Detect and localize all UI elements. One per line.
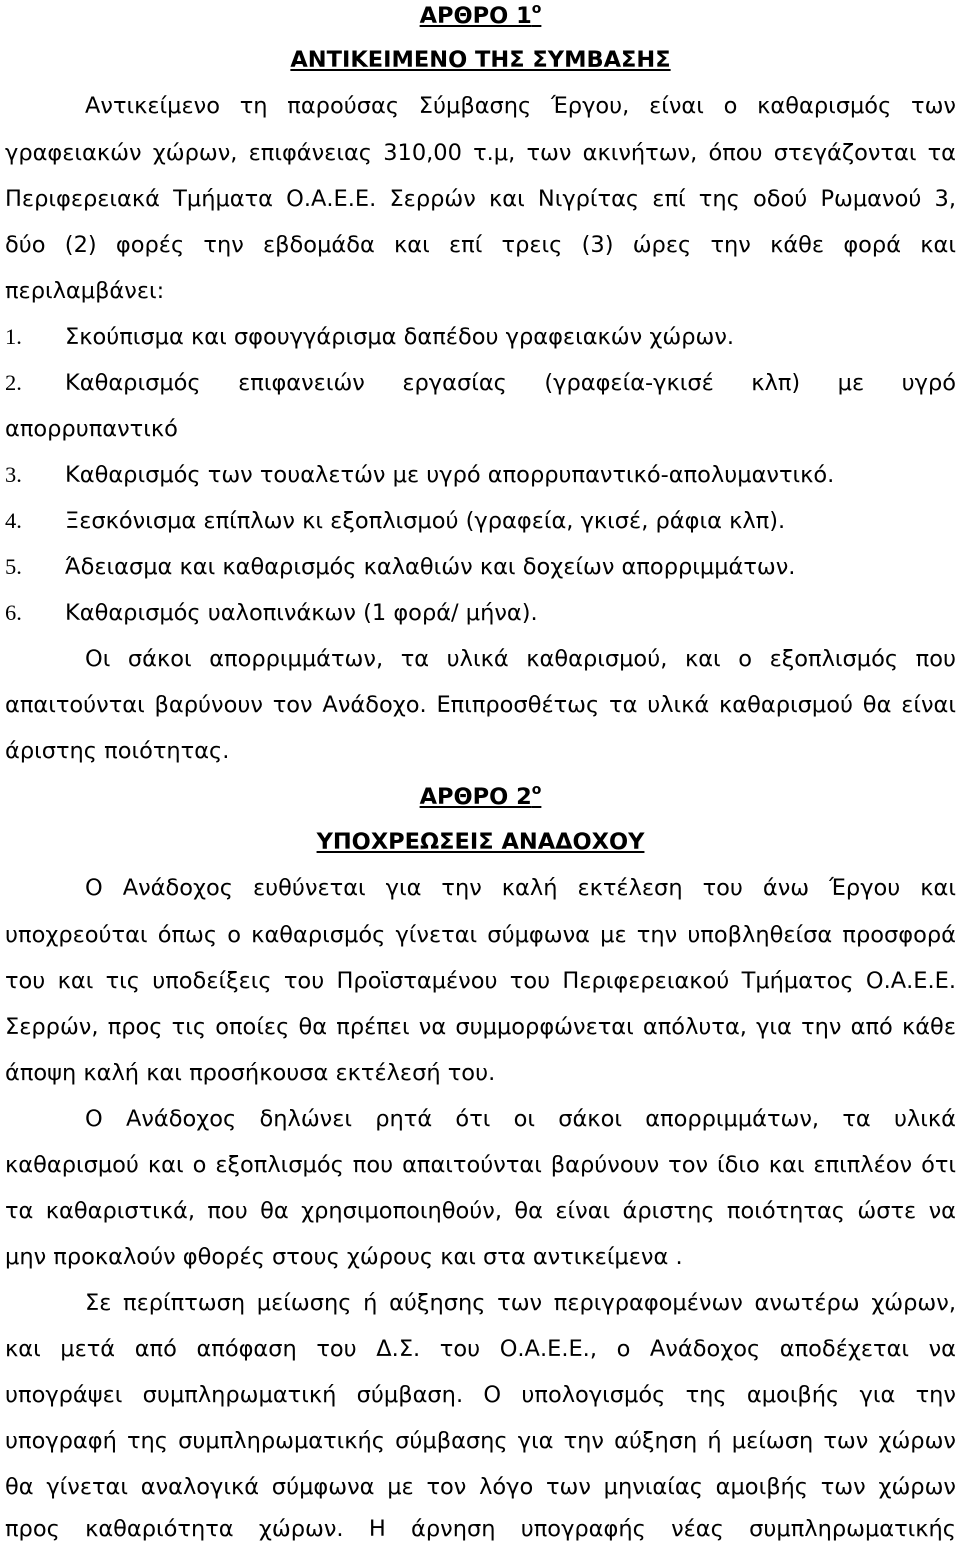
- article1-intro-line: δύο (2) φορές την εβδομάδα και επί τρεις (3) ώρες την κάθε φορά και: [5, 232, 956, 258]
- list-item-number: 4.: [5, 508, 22, 533]
- article2-paragraph1-line: Ο Ανάδοχος ευθύνεται για την καλή εκτέλεση του άνω Έργου και: [85, 875, 956, 901]
- list-item: [5, 460, 956, 490]
- article2-paragraph1-line: του και τις υποδείξεις του Προϊσταμένου του Περιφερειακού Τμήματος Ο.Α.Ε.Ε.: [5, 968, 956, 994]
- article1-title-sup: ο: [531, 1, 542, 18]
- list-item-text: Καθαρισμός υαλοπινάκων (1 φορά/ μήνα).: [65, 600, 538, 626]
- article2-paragraph2-line: Ο Ανάδοχος δηλώνει ρητά ότι οι σάκοι απορριμμάτων, τα υλικά: [85, 1106, 956, 1132]
- article1-closing-line: άριστης ποιότητας.: [5, 738, 230, 764]
- article1-subtitle: ΑΝΤΙΚΕΙΜΕΝΟ ΤΗΣ ΣΥΜΒΑΣΗΣ: [290, 47, 671, 73]
- list-item: [5, 598, 956, 628]
- list-item-text: Σκούπισμα και σφουγγάρισμα δαπέδου γραφειακών χώρων.: [65, 324, 735, 350]
- article1-title-text: ΑΡΘΡΟ 1: [419, 3, 532, 29]
- list-item-number: 6.: [5, 600, 22, 625]
- article2-paragraph3-line: Σε περίπτωση μείωσης ή αύξησης των περιγραφομένων ανωτέρω χώρων,: [85, 1290, 956, 1316]
- article2-title: [5, 782, 956, 812]
- article2-paragraph2-line: μην προκαλούν φθορές στους χώρους και στα αντικείμενα .: [5, 1244, 683, 1270]
- article2-paragraph2-line: τα καθαριστικά, που θα χρησιμοποιηθούν, θα είναι άριστης ποιότητας ώστε να: [5, 1198, 956, 1224]
- article2-paragraph3-line: προς καθαριότητα χώρων. Η άρνηση υπογραφής νέας συμπληρωματικής: [5, 1516, 956, 1542]
- article2-paragraph1-line: άποψη καλή και προσήκουσα εκτέλεσή του.: [5, 1060, 496, 1086]
- article2-paragraph3-line: θα γίνεται αναλογικά σύμφωνα με τον λόγο των μηνιαίας αμοιβής των χώρων: [5, 1474, 956, 1500]
- article2-paragraph1-line: υποχρεούται όπως ο καθαρισμός γίνεται σύμφωνα με την υποβληθείσα προσφορά: [5, 922, 956, 948]
- article1-closing-line: Οι σάκοι απορριμμάτων, τα υλικά καθαρισμού, και ο εξοπλισμός που: [85, 646, 956, 672]
- article2-title-sup: ο: [531, 782, 542, 799]
- list-item-text: Άδειασμα και καθαρισμός καλαθιών και δοχείων απορριμμάτων.: [65, 554, 796, 580]
- list-item-text: Καθαρισμός των τουαλετών με υγρό απορρυπαντικό-απολυμαντικό.: [65, 462, 835, 488]
- list-item-number: 1.: [5, 324, 22, 349]
- list-item-number: 3.: [5, 462, 22, 487]
- list-item: [5, 506, 956, 536]
- article2-paragraph3-line: και μετά από απόφαση του Δ.Σ. του Ο.Α.Ε.Ε., ο Ανάδοχος αποδέχεται να: [5, 1336, 956, 1362]
- article2-paragraph2-line: καθαρισμού και ο εξοπλισμός που απαιτούνται βαρύνουν τον ίδιο και επιπλέον ότι: [5, 1152, 956, 1178]
- article2-paragraph1-line: Σερρών, προς τις οποίες θα πρέπει να συμμορφώνεται απόλυτα, για την από κάθε: [5, 1014, 956, 1040]
- list-item-text: Ξεσκόνισμα επίπλων κι εξοπλισμού (γραφεία, γκισέ, ράφια κλπ).: [65, 508, 786, 534]
- article1-closing-line: απαιτούνται βαρύνουν τον Ανάδοχο. Επιπροσθέτως τα υλικά καθαρισμού θα είναι: [5, 692, 956, 718]
- article2-title-text: ΑΡΘΡΟ 2: [419, 784, 532, 810]
- article1-intro-line: περιλαμβάνει:: [5, 278, 165, 304]
- list-item-number: 2.: [5, 370, 22, 395]
- article2-subtitle: ΥΠΟΧΡΕΩΣΕΙΣ ΑΝΑΔΟΧΟΥ: [316, 829, 645, 855]
- list-item-text: Καθαρισμός επιφανειών εργασίας (γραφεία-γκισέ κλπ) με υγρό: [65, 370, 956, 396]
- list-item: [5, 552, 956, 582]
- list-item-continuation: απορρυπαντικό: [5, 416, 178, 442]
- list-item: [5, 322, 956, 352]
- article2-paragraph3-line: υπογράψει συμπληρωματική σύμβαση. Ο υπολογισμός της αμοιβής για την: [5, 1382, 956, 1408]
- list-item-number: 5.: [5, 554, 22, 579]
- article2-paragraph3-line: υπογραφή της συμπληρωματικής σύμβασης για την αύξηση ή μείωση των χώρων: [5, 1428, 956, 1454]
- article1-intro-line: Αντικείμενο τη παρούσας Σύμβασης Έργου, είναι ο καθαρισμός των: [85, 93, 956, 119]
- article1-title: [5, 1, 956, 31]
- article1-intro-line: γραφειακών χώρων, επιφάνειας 310,00 τ.μ, των ακινήτων, όπου στεγάζονται τα: [5, 140, 956, 166]
- list-item: [5, 368, 956, 398]
- article1-intro-line: Περιφερειακά Τμήματα Ο.Α.Ε.Ε. Σερρών και Νιγρίτας επί της οδού Ρωμανού 3,: [5, 186, 956, 212]
